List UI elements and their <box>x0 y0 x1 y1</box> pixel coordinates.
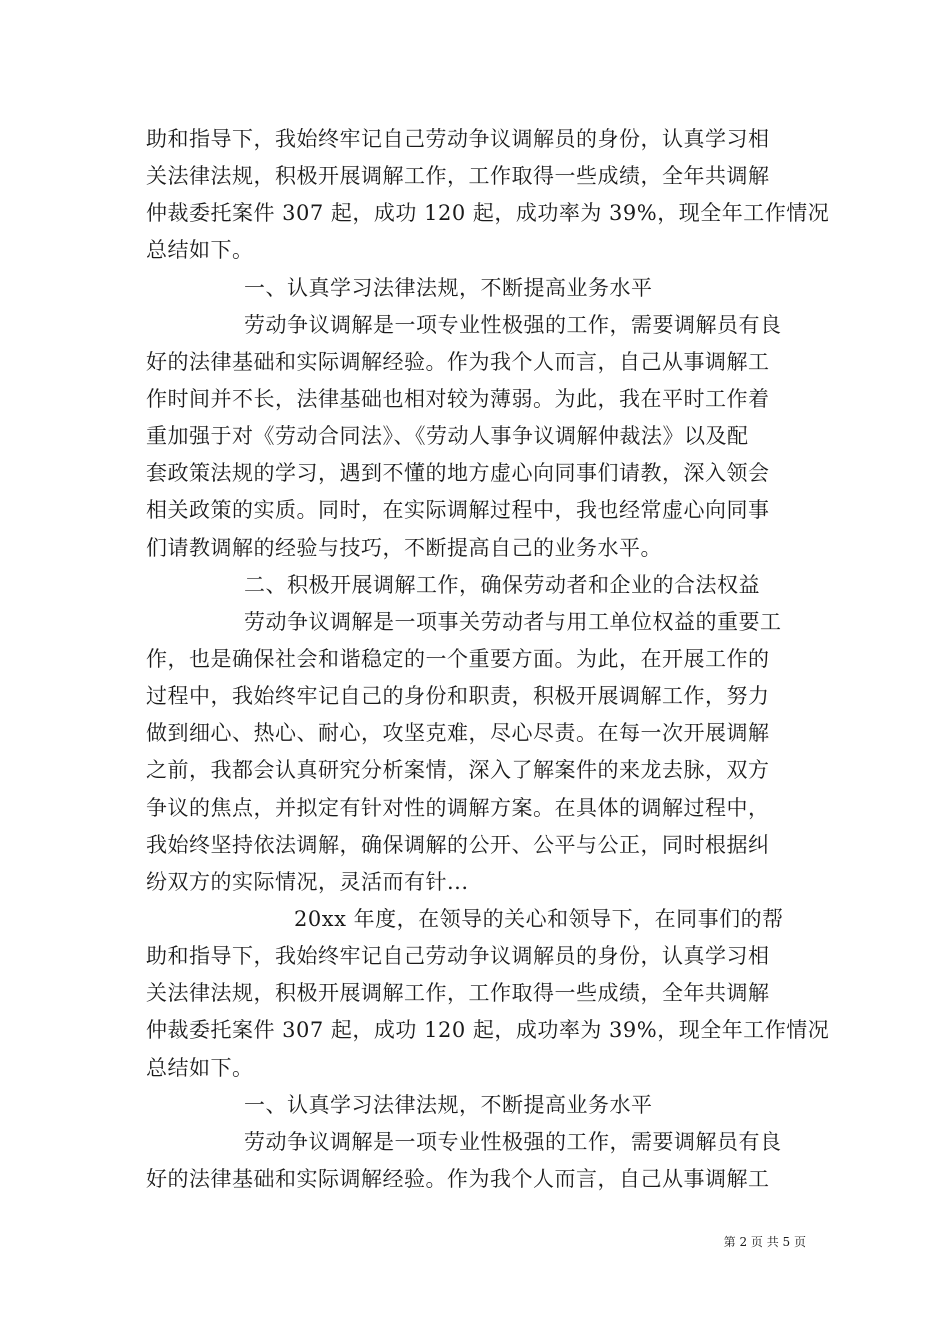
section-heading-1: 一、认真学习法律法规，不断提高业务水平 <box>244 275 653 300</box>
text-line: 套政策法规的学习，遇到不懂的地方虚心向同事们请教，深入领会 <box>146 461 770 486</box>
text-line: 仲裁委托案件 307 起，成功 120 起，成功率为 39%，现全年工作情况 <box>146 1018 830 1043</box>
text-line: 过程中，我始终牢记自己的身份和职责，积极开展调解工作，努力 <box>146 684 770 709</box>
text-line: 我始终坚持依法调解，确保调解的公开、公平与公正，同时根据纠 <box>146 832 770 857</box>
text-line: 相关政策的实质。同时，在实际调解过程中，我也经常虚心向同事 <box>146 498 770 523</box>
text-line: 关法律法规，积极开展调解工作，工作取得一些成绩，全年共调解 <box>146 981 770 1006</box>
text-line: 关法律法规，积极开展调解工作，工作取得一些成绩，全年共调解 <box>146 164 770 189</box>
text-line: 们请教调解的经验与技巧，不断提高自己的业务水平。 <box>146 535 662 560</box>
text-line: 争议的焦点，并拟定有针对性的调解方案。在具体的调解过程中， <box>146 795 770 820</box>
text-line: 作时间并不长，法律基础也相对较为薄弱。为此，我在平时工作着 <box>146 386 770 411</box>
text-line: 好的法律基础和实际调解经验。作为我个人而言，自己从事调解工 <box>146 1166 770 1191</box>
text-line: 作，也是确保社会和谐稳定的一个重要方面。为此，在开展工作的 <box>146 646 770 671</box>
text-line: 总结如下。 <box>146 238 254 263</box>
text-line: 纷双方的实际情况，灵活而有针... <box>146 869 469 894</box>
text-line: 总结如下。 <box>146 1055 254 1080</box>
page-number-footer: 第 2 页 共 5 页 <box>723 1235 806 1249</box>
paragraph-start: 20xx 年度，在领导的关心和领导下，在同事们的帮 <box>294 906 784 931</box>
text-line: 做到细心、热心、耐心，攻坚克难，尽心尽责。在每一次开展调解 <box>146 721 770 746</box>
document-body <box>146 121 830 1198</box>
text-line: 重加强于对《劳动合同法》、《劳动人事争议调解仲裁法》以及配 <box>146 424 749 449</box>
text-line: 之前，我都会认真研究分析案情，深入了解案件的来龙去脉，双方 <box>146 758 770 783</box>
text-line: 好的法律基础和实际调解经验。作为我个人而言，自己从事调解工 <box>146 349 770 374</box>
section-heading-2: 二、积极开展调解工作，确保劳动者和企业的合法权益 <box>244 572 760 597</box>
paragraph-start: 劳动争议调解是一项专业性极强的工作，需要调解员有良 <box>244 1129 782 1154</box>
text-line: 助和指导下，我始终牢记自己劳动争议调解员的身份，认真学习相 <box>146 127 770 151</box>
text-line: 助和指导下，我始终牢记自己劳动争议调解员的身份，认真学习相 <box>146 944 770 969</box>
section-heading-1: 一、认真学习法律法规，不断提高业务水平 <box>244 1092 653 1117</box>
paragraph-start: 劳动争议调解是一项专业性极强的工作，需要调解员有良 <box>244 312 782 337</box>
text-line: 仲裁委托案件 307 起，成功 120 起，成功率为 39%，现全年工作情况 <box>146 201 830 226</box>
paragraph-start: 劳动争议调解是一项事关劳动者与用工单位权益的重要工 <box>244 609 782 634</box>
